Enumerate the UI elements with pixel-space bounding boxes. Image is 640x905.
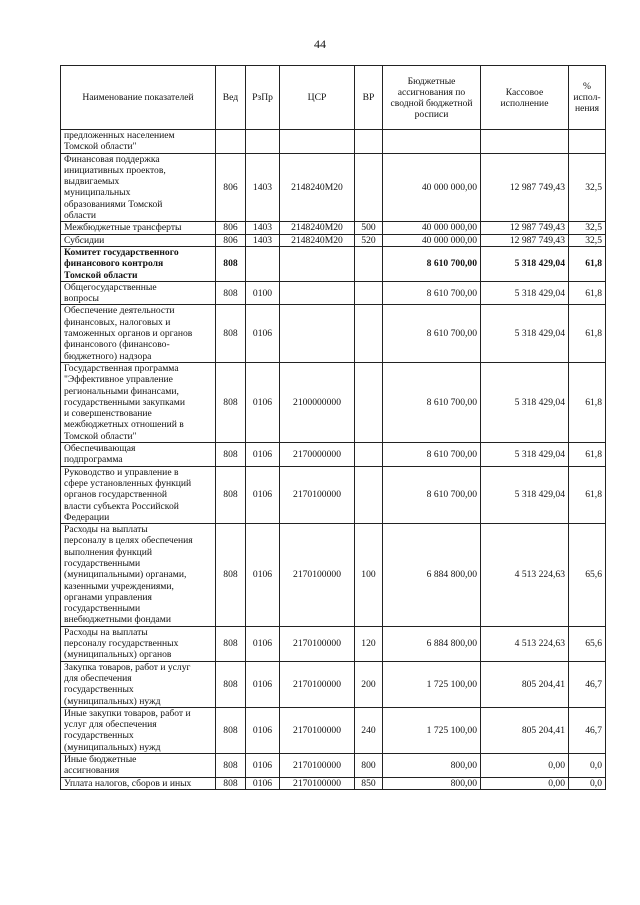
cell-cash: 805 204,41 — [481, 661, 569, 707]
cell-plan: 40 000 000,00 — [383, 222, 481, 234]
table-row — [61, 234, 606, 246]
cell-vr: 200 — [355, 661, 383, 707]
cell-plan: 1 725 100,00 — [383, 707, 481, 753]
cell-pct: 61,8 — [569, 246, 606, 281]
cell-plan: 8 610 700,00 — [383, 305, 481, 362]
header-vr: ВР — [355, 66, 383, 130]
cell-cash: 5 318 429,04 — [481, 443, 569, 467]
cell-ved: 808 — [216, 524, 246, 627]
cell-cash: 12 987 749,43 — [481, 153, 569, 222]
table-row — [61, 626, 606, 661]
cell-name: Государственная программа "Эффективное управление региональными финансами, государственными закупками и совершенствование межбюджетных отношений в Томской области" — [61, 362, 216, 442]
cell-csr: 2170100000 — [280, 626, 355, 661]
table-row — [61, 661, 606, 707]
table-row — [61, 362, 606, 442]
cell-plan: 1 725 100,00 — [383, 661, 481, 707]
cell-vr: 120 — [355, 626, 383, 661]
cell-csr: 2100000000 — [280, 362, 355, 442]
cell-cash: 5 318 429,04 — [481, 281, 569, 305]
cell-csr: 2148240М20 — [280, 222, 355, 234]
cell-cash: 805 204,41 — [481, 707, 569, 753]
cell-cash: 0,00 — [481, 754, 569, 778]
cell-plan: 8 610 700,00 — [383, 362, 481, 442]
table-row — [61, 305, 606, 362]
table-row — [61, 443, 606, 467]
cell-name: Межбюджетные трансферты — [61, 222, 216, 234]
cell-cash: 5 318 429,04 — [481, 305, 569, 362]
cell-ved: 808 — [216, 707, 246, 753]
cell-name: Комитет государственного финансового контроля Томской области — [61, 246, 216, 281]
cell-rzpr: 1403 — [246, 153, 280, 222]
header-name: Наименование показателей — [61, 66, 216, 130]
table-row — [61, 222, 606, 234]
table-row — [61, 153, 606, 222]
cell-name: Расходы на выплаты персоналу государственных (муниципальных) органов — [61, 626, 216, 661]
cell-ved: 808 — [216, 466, 246, 523]
cell-rzpr: 0106 — [246, 754, 280, 778]
cell-plan: 6 884 800,00 — [383, 524, 481, 627]
cell-pct: 32,5 — [569, 222, 606, 234]
cell-plan: 800,00 — [383, 777, 481, 789]
cell-vr: 520 — [355, 234, 383, 246]
cell-rzpr: 1403 — [246, 234, 280, 246]
cell-pct: 46,7 — [569, 661, 606, 707]
cell-ved: 808 — [216, 362, 246, 442]
header-pct: % испол-нения — [569, 66, 606, 130]
page-number: 44 — [314, 37, 326, 51]
cell-rzpr: 0106 — [246, 305, 280, 362]
cell-name: Финансовая поддержка инициативных проектов, выдвигаемых муниципальных образованиями Томской области — [61, 153, 216, 222]
cell-name: Субсидии — [61, 234, 216, 246]
cell-csr: 2148240М20 — [280, 234, 355, 246]
cell-rzpr: 0106 — [246, 466, 280, 523]
cell-vr — [355, 281, 383, 305]
cell-ved: 806 — [216, 222, 246, 234]
header-rzpr: РзПр — [246, 66, 280, 130]
cell-name: Уплата налогов, сборов и иных — [61, 777, 216, 789]
header-cash: Кассовое исполнение — [481, 66, 569, 130]
cell-name: Иные бюджетные ассигнования — [61, 754, 216, 778]
cell-pct: 61,8 — [569, 443, 606, 467]
cell-ved: 806 — [216, 234, 246, 246]
cell-plan: 8 610 700,00 — [383, 246, 481, 281]
cell-csr: 2170100000 — [280, 707, 355, 753]
cell-name: Закупка товаров, работ и услуг для обеспечения государственных (муниципальных) нужд — [61, 661, 216, 707]
cell-vr: 850 — [355, 777, 383, 789]
cell-ved: 808 — [216, 661, 246, 707]
cell-name: Иные закупки товаров, работ и услуг для обеспечения государственных (муниципальных) нужд — [61, 707, 216, 753]
cell-pct: 65,6 — [569, 626, 606, 661]
cell-name: Руководство и управление в сфере установленных функций органов государственной власти субъекта Российской Федерации — [61, 466, 216, 523]
cell-pct: 61,8 — [569, 362, 606, 442]
table-row — [61, 707, 606, 753]
cell-plan: 40 000 000,00 — [383, 153, 481, 222]
cell-plan: 8 610 700,00 — [383, 443, 481, 467]
cell-ved — [216, 130, 246, 154]
cell-csr: 2170100000 — [280, 466, 355, 523]
cell-rzpr: 0100 — [246, 281, 280, 305]
cell-rzpr: 1403 — [246, 222, 280, 234]
cell-cash: 4 513 224,63 — [481, 524, 569, 627]
cell-cash: 5 318 429,04 — [481, 246, 569, 281]
cell-plan: 8 610 700,00 — [383, 281, 481, 305]
cell-ved: 808 — [216, 246, 246, 281]
cell-name: Расходы на выплаты персоналу в целях обеспечения выполнения функций государственными (муниципальными) органами, казенными учреждениями, органами управления государственными внебюджетными фондами — [61, 524, 216, 627]
cell-cash: 5 318 429,04 — [481, 466, 569, 523]
cell-pct: 0,0 — [569, 754, 606, 778]
cell-vr — [355, 153, 383, 222]
table-body — [61, 130, 606, 790]
cell-name: предложенных населением Томской области" — [61, 130, 216, 154]
cell-pct: 32,5 — [569, 153, 606, 222]
cell-cash: 12 987 749,43 — [481, 222, 569, 234]
cell-rzpr: 0106 — [246, 443, 280, 467]
table-header-row — [61, 66, 606, 130]
cell-vr — [355, 443, 383, 467]
table-row — [61, 130, 606, 154]
cell-pct: 32,5 — [569, 234, 606, 246]
cell-rzpr: 0106 — [246, 362, 280, 442]
cell-vr: 800 — [355, 754, 383, 778]
cell-ved: 808 — [216, 281, 246, 305]
cell-rzpr: 0106 — [246, 777, 280, 789]
cell-rzpr: 0106 — [246, 524, 280, 627]
cell-name: Общегосударственные вопросы — [61, 281, 216, 305]
table-row — [61, 777, 606, 789]
cell-csr: 2170100000 — [280, 754, 355, 778]
cell-csr: 2170100000 — [280, 524, 355, 627]
cell-vr: 100 — [355, 524, 383, 627]
header-ved: Вед — [216, 66, 246, 130]
cell-vr — [355, 305, 383, 362]
cell-plan — [383, 130, 481, 154]
cell-vr — [355, 130, 383, 154]
cell-pct: 46,7 — [569, 707, 606, 753]
cell-csr: 2170000000 — [280, 443, 355, 467]
cell-plan: 6 884 800,00 — [383, 626, 481, 661]
cell-pct: 0,0 — [569, 777, 606, 789]
cell-ved: 808 — [216, 626, 246, 661]
cell-plan: 40 000 000,00 — [383, 234, 481, 246]
cell-name: Обеспечивающая подпрограмма — [61, 443, 216, 467]
budget-execution-table — [60, 65, 606, 790]
cell-rzpr — [246, 246, 280, 281]
cell-csr — [280, 305, 355, 362]
cell-plan: 8 610 700,00 — [383, 466, 481, 523]
cell-rzpr — [246, 130, 280, 154]
cell-ved: 806 — [216, 153, 246, 222]
table-row — [61, 466, 606, 523]
cell-pct: 61,8 — [569, 466, 606, 523]
table-row — [61, 754, 606, 778]
cell-cash: 0,00 — [481, 777, 569, 789]
cell-rzpr: 0106 — [246, 661, 280, 707]
cell-vr — [355, 246, 383, 281]
cell-cash: 4 513 224,63 — [481, 626, 569, 661]
cell-cash: 5 318 429,04 — [481, 362, 569, 442]
cell-ved: 808 — [216, 777, 246, 789]
cell-ved: 808 — [216, 443, 246, 467]
cell-csr — [280, 246, 355, 281]
cell-vr — [355, 466, 383, 523]
cell-ved: 808 — [216, 305, 246, 362]
cell-rzpr: 0106 — [246, 626, 280, 661]
cell-pct: 65,6 — [569, 524, 606, 627]
cell-pct: 61,8 — [569, 281, 606, 305]
cell-rzpr: 0106 — [246, 707, 280, 753]
cell-pct: 61,8 — [569, 305, 606, 362]
cell-cash: 12 987 749,43 — [481, 234, 569, 246]
cell-plan: 800,00 — [383, 754, 481, 778]
cell-vr: 240 — [355, 707, 383, 753]
table-row — [61, 246, 606, 281]
header-csr: ЦСР — [280, 66, 355, 130]
cell-vr: 500 — [355, 222, 383, 234]
cell-cash — [481, 130, 569, 154]
cell-pct — [569, 130, 606, 154]
cell-vr — [355, 362, 383, 442]
table-row — [61, 524, 606, 627]
cell-name: Обеспечение деятельности финансовых, налоговых и таможенных органов и органов финансового (финансово- бюджетного) надзора — [61, 305, 216, 362]
header-plan: Бюджетные ассигнования по сводной бюджетной росписи — [383, 66, 481, 130]
cell-csr — [280, 130, 355, 154]
cell-ved: 808 — [216, 754, 246, 778]
cell-csr: 2170100000 — [280, 661, 355, 707]
cell-csr — [280, 281, 355, 305]
cell-csr: 2170100000 — [280, 777, 355, 789]
cell-csr: 2148240М20 — [280, 153, 355, 222]
table-row — [61, 281, 606, 305]
